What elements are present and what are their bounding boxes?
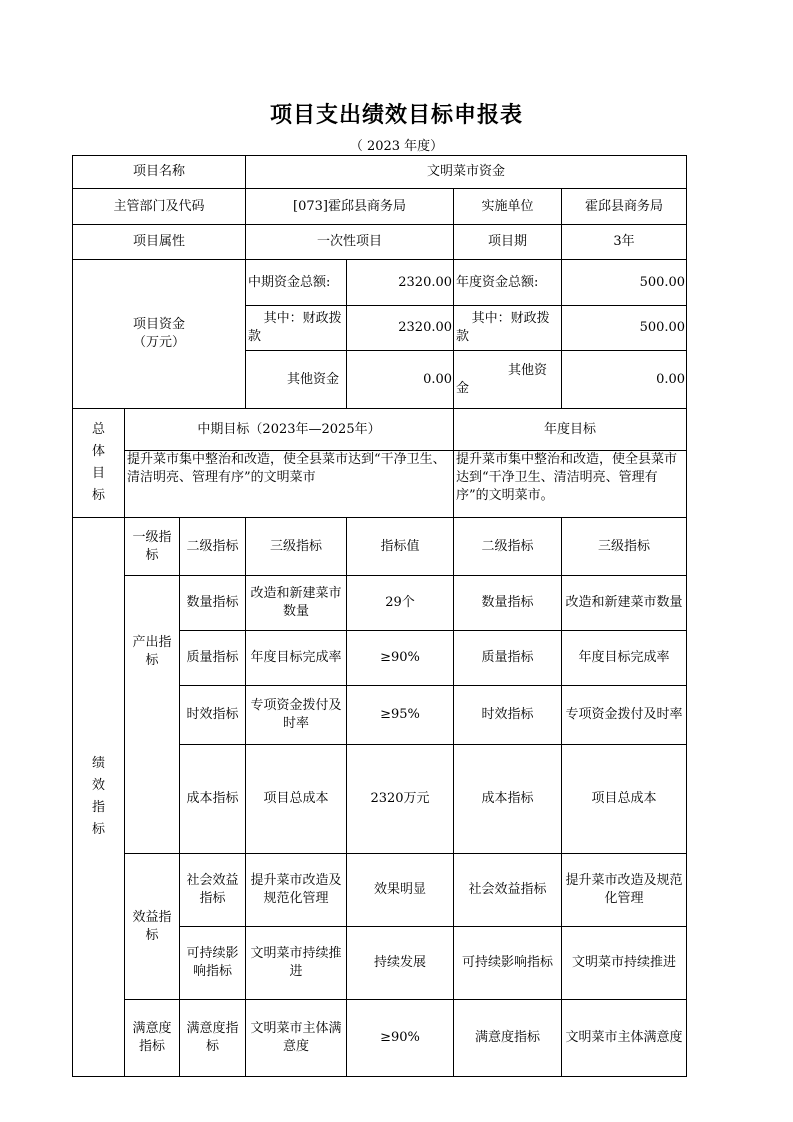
overall-goal-label <box>73 409 125 518</box>
level3-cell: 项目总成本 <box>246 745 347 854</box>
annual-other-funds-label: 其他资金 <box>454 351 562 409</box>
mid-other-funds-label: 其他资金 <box>246 351 347 409</box>
project-period-value: 3年 <box>562 225 687 260</box>
level3-annual-cell: 项目总成本 <box>562 745 687 854</box>
level2-annual-cell: 社会效益指标 <box>454 854 562 927</box>
performance-indicators-label-text: 绩效指标 <box>91 756 105 837</box>
level2-cell: 成本指标 <box>180 745 246 854</box>
value-cell: ≥90% <box>347 1000 454 1077</box>
annual-goal-text: 提升菜市集中整治和改造，使全县菜市达到“干净卫生、清洁明亮、管理有序”的文明菜市。 <box>454 451 687 518</box>
level2-cell: 社会效益指标 <box>180 854 246 927</box>
level3-cell: 专项资金拨付及时率 <box>246 686 347 745</box>
level3-annual-cell: 年度目标完成率 <box>562 631 687 686</box>
page-title: 项目支出绩效目标申报表 <box>269 103 523 128</box>
department-value: [073]霍邱县商务局 <box>246 189 454 225</box>
level3-cell: 提升菜市改造及规范化管理 <box>246 854 347 927</box>
annual-fiscal-funds-label: 其中：财政拨款 <box>454 306 562 351</box>
performance-indicators-label <box>73 518 125 1077</box>
header-level3-annual: 三级指标 <box>562 518 687 576</box>
mid-fiscal-funds-label: 其中：财政拨款 <box>246 306 347 351</box>
mid-term-goal-header: 中期目标（2023年—2025年） <box>125 409 454 451</box>
level2-cell: 时效指标 <box>180 686 246 745</box>
mid-other-funds-value: 0.00 <box>347 351 454 409</box>
project-name-value: 文明菜市资金 <box>246 156 687 189</box>
page-subtitle: （ 2023 年度） <box>349 139 444 154</box>
level3-cell: 文明菜市主体满意度 <box>246 1000 347 1077</box>
project-attribute-label: 项目属性 <box>73 225 246 260</box>
table-row <box>73 156 687 189</box>
level3-annual-cell: 专项资金拨付及时率 <box>562 686 687 745</box>
performance-goal-table <box>72 155 687 1077</box>
level2-cell: 可持续影响指标 <box>180 927 246 1000</box>
table-row <box>73 225 687 260</box>
output-indicators-label: 产出指标 <box>125 576 180 854</box>
header-level1: 一级指标 <box>125 518 180 576</box>
implementing-unit-label: 实施单位 <box>454 189 562 225</box>
annual-fiscal-funds-value: 500.00 <box>562 306 687 351</box>
level3-cell: 年度目标完成率 <box>246 631 347 686</box>
annual-goal-header: 年度目标 <box>454 409 687 451</box>
level2-annual-cell: 可持续影响指标 <box>454 927 562 1000</box>
implementing-unit-value: 霍邱县商务局 <box>562 189 687 225</box>
department-label: 主管部门及代码 <box>73 189 246 225</box>
level2-annual-cell: 满意度指标 <box>454 1000 562 1077</box>
annual-other-funds-value: 0.00 <box>562 351 687 409</box>
header-value: 指标值 <box>347 518 454 576</box>
level3-annual-cell: 提升菜市改造及规范化管理 <box>562 854 687 927</box>
project-funds-label: 项目资金 （万元） <box>73 260 246 409</box>
level2-annual-cell: 数量指标 <box>454 576 562 631</box>
level3-annual-cell: 文明菜市主体满意度 <box>562 1000 687 1077</box>
level2-annual-cell: 时效指标 <box>454 686 562 745</box>
value-cell: 29个 <box>347 576 454 631</box>
table-row <box>73 518 687 576</box>
table-row <box>73 409 687 451</box>
project-period-label: 项目期 <box>454 225 562 260</box>
value-cell: 效果明显 <box>347 854 454 927</box>
mid-term-goal-text: 提升菜市集中整治和改造，使全县菜市达到“干净卫生、清洁明亮、管理有序”的文明菜市 <box>125 451 454 518</box>
header-level3: 三级指标 <box>246 518 347 576</box>
level2-cell: 数量指标 <box>180 576 246 631</box>
table-row <box>73 1000 687 1077</box>
mid-fiscal-funds-value: 2320.00 <box>347 306 454 351</box>
project-attribute-value: 一次性项目 <box>246 225 454 260</box>
table-row <box>73 260 687 306</box>
table-row <box>73 576 687 631</box>
table-row <box>73 189 687 225</box>
mid-total-funds-value: 2320.00 <box>347 260 454 306</box>
level2-cell: 质量指标 <box>180 631 246 686</box>
level3-cell: 文明菜市持续推进 <box>246 927 347 1000</box>
table-row <box>73 854 687 927</box>
annual-total-funds-value: 500.00 <box>562 260 687 306</box>
level2-annual-cell: 质量指标 <box>454 631 562 686</box>
mid-total-funds-label: 中期资金总额: <box>246 260 347 306</box>
level3-cell: 改造和新建菜市数量 <box>246 576 347 631</box>
level3-annual-cell: 文明菜市持续推进 <box>562 927 687 1000</box>
value-cell: 2320万元 <box>347 745 454 854</box>
value-cell: ≥90% <box>347 631 454 686</box>
overall-goal-label-text: 总体目标 <box>91 422 105 503</box>
satisfaction-indicators-label: 满意度指标 <box>125 1000 180 1077</box>
benefit-indicators-label: 效益指标 <box>125 854 180 1000</box>
project-name-label: 项目名称 <box>73 156 246 189</box>
header-level2: 二级指标 <box>180 518 246 576</box>
value-cell: 持续发展 <box>347 927 454 1000</box>
level2-cell: 满意度指标 <box>180 1000 246 1077</box>
value-cell: ≥95% <box>347 686 454 745</box>
header-level2-annual: 二级指标 <box>454 518 562 576</box>
level3-annual-cell: 改造和新建菜市数量 <box>562 576 687 631</box>
table-row <box>73 451 687 518</box>
annual-total-funds-label: 年度资金总额: <box>454 260 562 306</box>
level2-annual-cell: 成本指标 <box>454 745 562 854</box>
